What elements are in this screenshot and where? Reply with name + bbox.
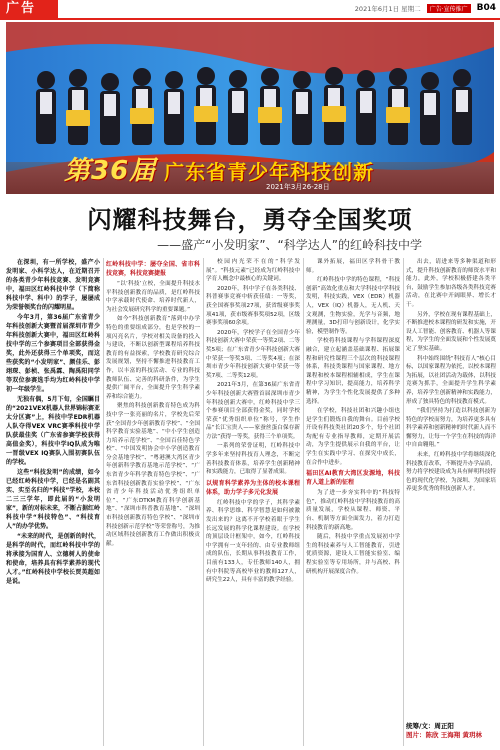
body-paragraph: “我们坚持为打造以科技创新为特色的学校而努力，为培养更多具有科学素养和创新精神的时代新人而不懈努力，让每一个学生在科技的海洋中自由翱翔。” [406,408,496,449]
photo-date-caption: 2021年3月26-28日 [266,183,330,191]
column-1-intro [6,258,101,585]
intro-paragraph: 无独有偶，5月下旬，全国瞩目的“2021VEX机器人世界锦标赛亚太分区赛”上，科技中学EDR机器人队夺得VEX VRC赛季科技中学队获最佳奖（广东省参赛学校获得高值金奖），科技中学IQ队成为唯一晋级VEX IQ赛队入围初赛队伍的学校。 [6,396,101,466]
page-masthead [0,0,500,18]
body-paragraph: 如今“科技创新教育”落到中办学特色的重要组成部分，也是学校的一项闪亮名片，学校对相关设备的投入与建设，不断以创新型课程培养科技教育的有益探索，学校教育研究综合发展规划，坚持不懈推进科技教育工作，以丰富的科技活动、专业的科技教师队伍、完善的科研条件，为学生提供广阔平台，全面提升学生科学素养和综合能力。 [106,316,200,400]
column-2 [106,258,200,746]
intro-paragraph: “未来的时代，是创新的时代，是科学的时代，而红岭科技中学的将承接为国育人、立德树人的使命和使命，培养具有科学素养的现代人才。”红岭科技中学校长贾英超如是说。 [6,533,100,585]
masthead-info [355,3,496,13]
body-paragraph: 随后，科技中学重点发展初中学生的科技素养与人工智能教育，引进优质资源，建设人工智能实验室、编程实验室等专用场所，并与高校、科研机构开展深度合作。 [306,534,400,575]
edition-label: 广告·宣传推广 [427,4,471,13]
article-subheadline: ——盛产“小发明家”、“科学达人”的红岭科技中学 [157,238,422,252]
body-paragraph: 课外拓展，福田区学科骨干教师。 [306,259,400,274]
body-paragraph: 在学校，科技社团和兴趣小组也是学生们锻炼自我的舞台。目前学校开设有科技类社团20多个，每个社团均配有专业指导教师，定期开展活动，为学生提供展示自我的平台，让学生在实践中学习、在探究中成长，在合作中进步。 [306,408,400,466]
intro-paragraph: 这些“科技发明”的成绩，如今已经红岭科技中学，已经是名副其实、实至名归的“科技”学校，本校二三三学年，即此届的“小发明家”，新的对标未来，不断占据红岭科技中学“科技特色”、“科技育人”的办学优势。 [6,469,100,530]
page-number: B04 [476,3,496,13]
group-photo [6,22,494,194]
masthead-rule [0,18,500,20]
column-divider [403,258,404,746]
body-paragraph: 2021年3月，在第36届广东省青少年科技创新大赛暨首届深圳市青少年科技创新大赛中，红岭科技中学三个参赛项目全部获得金奖，同时学校荣获“优秀组织单位”称号，学生作品“长江宝贵人——家蚕丝蛋白保存新方法”获得一等奖，获得三个单项奖。 [206,382,300,440]
body-paragraph: 2020年，科中学子在各类科技、科普赛事竞赛中斩获佳绩：一等奖，获全国赛事奖项27项，获省级赛事奖项41项，获市级赛事奖项52项，区级赛事奖项60余项。 [206,285,300,327]
body-paragraph: 红岭科技中学的学子，其科学素养、科学思维、科学智慧是如何被激发出来的？这离不开学校着眼于学生长远发展的科学化课程建设。在学校的顶层设计框架中，如今，红岭科技中学拥有一支年轻的、由专业教师组成的队伍，长期从事科技教育工作，目前有133人，专任教师140人，拥有中科院等高校毕业的教师127人，研究生22人，具有丰富的教学经验。 [206,499,300,584]
intro-paragraph: 今年3月，第36届广东省青少年科技创新大赛暨首届深圳市青少年科技创新大赛中，福田区红岭科技中学的三个参赛项目全部获得金奖，此外还获得三个单项奖，而这些获奖的“小发明家”、颜佳乐、彭翊琛、彭桢、张禹霖、陶禹阳同学等双位参赛选手均为红岭科技中学初一年级学生。 [6,314,100,393]
section-heading: 福田区AI教育大湾区发源地，科技育人道上新的征程 [306,470,400,487]
article-headline: 闪耀科技舞台，勇夺全国奖项 [87,205,413,234]
section-heading: 红岭科技中学：屡夺全国、省市科技竞赛，科技竞赛捷报 [106,261,200,277]
photo-banner-text: 广东省青少年科技创新 [164,160,375,184]
body-paragraph: 2020年，学校学子在全国青少年科技创新大赛中荣获一等奖2项、二等奖5项；在广东省青少年科技创新大赛中荣获一等奖3项、二等奖4项；在深圳市青少年科技创新大赛中荣获一等奖7项、二等奖12项。 [206,329,300,379]
column-divider [303,258,304,746]
column-5 [406,258,496,718]
intro-paragraph: 在深圳，有一所学校，盛产小发明家、小科学达人，在近期召开的各类青少年科技竞赛、发明竞赛中，福田区红岭科技中学（下简称科技中学、科中）的学子，屡屡成为荣誉领奖台的闪耀明星。 [6,259,100,311]
publication-date: 2021年6月1日 星期二 [354,4,421,13]
body-paragraph: 未来，红岭科技中学将继续深化科技教育改革，不断提升办学品质，努力将学校建设成为具有鲜明科技特色的现代化学校，为深圳、为国家培养更多优秀的科技创新人才。 [406,452,496,493]
body-paragraph: 出去，请进来等多种渠道和形式，提升科技创新教育的师资水平和能力，此外，学校积极搭建各类平台，鼓励学生参加各级各类科技竞赛活动，在比赛中开阔眼界、增长才干。 [406,259,496,308]
body-paragraph: 科中始终围绕“科技育人”核心目标，以国家课程为依托，以校本课程为拓展，以社团活动为载体，以科技竞赛为抓手，全面提升学生科学素养，培养学生创新精神和实践能力，形成了独具特色的科技教育模式。 [406,355,496,405]
body-paragraph: 一系列的荣誉证明，红岭科技中学多年来坚持科技育人理念，不断完善科技教育体系，培养学生创新精神和实践能力，已取得了显著成果。 [206,443,300,476]
body-paragraph: 为了进一步夯实科中的“科技特色”，推动红岭科技中学科技教育的高质量发展，学校从课程、师资、平台、机制等方面全面发力，着力打造科技教育的新高地。 [306,490,400,531]
column-4 [306,258,400,746]
author-credit: 统筹/文：周正阳 [406,722,454,730]
body-paragraph: 红岭科技中学的特色课程，“科技创新”高效化重点和大学科技中学科技发明，科技实践，VEX（EDR）机器人，VEX（IQ）机器人，无人机、天文观测，生物实验，光学与音频，地理测量，3D打印与创新设计，化学实验，模型制作等。 [306,277,400,335]
body-paragraph: “以‘科技’立校，全面提升科技水平科技创新教育的品质，是红岭科技中学承载时代使命、培养时代新人，为社会发展研究科学的重要课题。” [106,281,200,313]
section-tag: 广告 [0,0,58,18]
article-credits [406,722,496,740]
body-paragraph: 学校将科技课程与学科课程深度融合，建立起涵盖基础课程、拓展课程和研究性课程三个层次的科技课程体系，科技类课程与国家课程、地方课程和校本课程相辅相成，学生在课程中学习知识，提高能力，培养科学精神，为学生个性化发展提供了多种选择。 [306,338,400,405]
column-divider [103,258,104,746]
body-paragraph: 聚焦的科技创新教育特色成为科技中学一张亮丽的名片，学校先后荣获“全国青少年创新教育学校”、“全国科学教育实验基地”、“中小学生创造力培养示范学校”、“全国百佳特色学校”、“中国发明协会中小学创造教育分会基地学校”、“粤港澳大湾区青少年创新科学教育基地示范学校”、“广东省青少年科学教育特色学校”、“广东省科技创新教育实验学校”、“广东省青少年科技活动优秀组织单位”、“广东DTKM教育科学创新基地”、“深圳市科普教育基地”、“深圳市科技创新教育特色学校”、“深圳市科技创新示范学校”等荣誉称号，为推动区域科技创新教育工作做出积极贡献。 [106,403,200,547]
body-paragraph: 校园内光荣不在的“科学发展”。“科技元素”已经成为红岭科技中学育人概念中最核心的关键词。 [206,259,300,283]
photo-credit: 图片：陈欣 王海翔 黄玥林 [406,731,483,739]
section-heading: 以规育科学素养为主体的校本课程体系，助力学子多元化发展 [206,479,300,496]
column-divider [203,258,204,746]
photo-banner-number: 第36届 [64,156,157,186]
body-paragraph: 另外，学校在现有课程基础上，不断推进校本课程的研发和实施，开设人工智能、创客教育、机器人等课程，为学生的全面发展和个性发展奠定了坚实基础。 [406,311,496,352]
column-3 [206,258,300,746]
